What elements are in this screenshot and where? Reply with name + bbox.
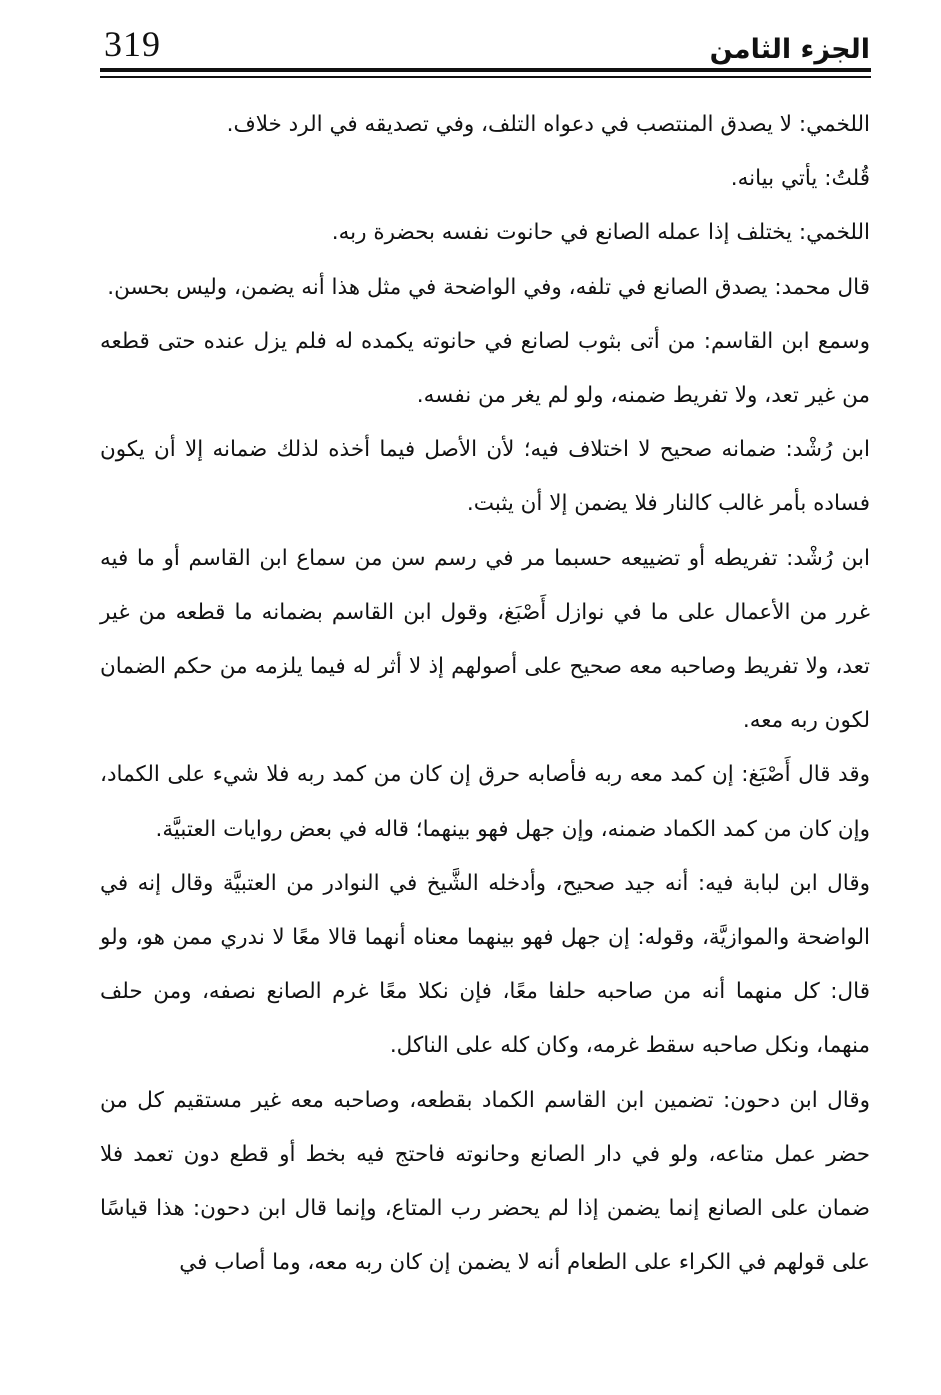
page-number: 319 [104, 24, 161, 64]
running-title: الجزء الثامن [709, 34, 870, 65]
paragraph: وقد قال أَصْبَغ: إن كمد معه ربه فأصابه حرق إن كان من كمد ربه فلا شيء على الكماد، وإن كان من كمد الكماد ضمنه، وإن جهل فهو بينهما؛ قاله في بعض روايات العتبيَّة. [100, 762, 870, 842]
paragraph: ابن رُشْد: تفريطه أو تضييعه حسبما مر في رسم سن من سماع ابن القاسم أو ما فيه غرر من الأعمال على ما في نوازل أَصْبَغ، وقول ابن القاسم بضمانه ما قطعه من غير تعد، ولا تفريط وصاحبه معه صحيح على أصولهم إذ لا أثر له فيما يلزمه من حكم الضمان لكون ربه معه. [100, 545, 870, 734]
paragraph: وسمع ابن القاسم: من أتى بثوب لصانع في حانوته يكمده له فلم يزل عنده حتى قطعه من غير تعد، ولا تفريط ضمنه، ولو لم يغر من نفسه. [100, 328, 870, 409]
header-rule-thick [100, 68, 871, 72]
paragraph: ابن رُشْد: ضمانه صحيح لا اختلاف فيه؛ لأن الأصل فيما أخذه لذلك ضمانه إلا أن يكون فساده بأمر غالب كالنار فلا يضمن إلا أن يثبت. [100, 437, 870, 517]
paragraph: قال محمد: يصدق الصانع في تلفه، وفي الواضحة في مثل هذا أنه يضمن، وليس بحسن. [107, 274, 870, 300]
paragraph: وقال ابن دحون: تضمين ابن القاسم الكماد بقطعه، وصاحبه معه غير مستقيم كل من حضر عمل متاعه، ولو في دار الصانع وحانوته فاحتج فيه بخط أو قطع دون تعمد فلا ضمان على الصانع إنما يضمن إذا لم يحضر رب المتاع، وإنما قال ابن دحون: هذا قياسًا على قولهم في الكراء على الطعام أنه لا يضمن إن كان ربه معه، وما أصاب في [100, 1087, 870, 1276]
paragraph: اللخمي: يختلف إذا عمله الصانع في حانوت نفسه بحضرة ربه. [331, 220, 870, 246]
body-text [100, 98, 870, 1290]
header-rule-thin [100, 76, 871, 78]
paragraph: وقال ابن لبابة فيه: أنه جيد صحيح، وأدخله الشَّيخ في النوادر من العتبيَّة وقال إنه في الواضحة والموازيَّة، وقوله: إن جهل فهو بينهما معناه أنهما قالا معًا لا ندري ممن هو، ولو قال: كل منهما أنه من صاحبه حلفا معًا، فإن نكلا معًا غرم الصانع نصفه، ومن حلف منهما، ونكل صاحبه سقط غرمه، وكان كله على الناكل. [100, 870, 870, 1059]
paragraph: قُلتُ: يأتي بيانه. [730, 166, 870, 192]
paragraph: اللخمي: لا يصدق المنتصب في دعواه التلف، وفي تصديقه في الرد خلاف. [226, 112, 870, 137]
